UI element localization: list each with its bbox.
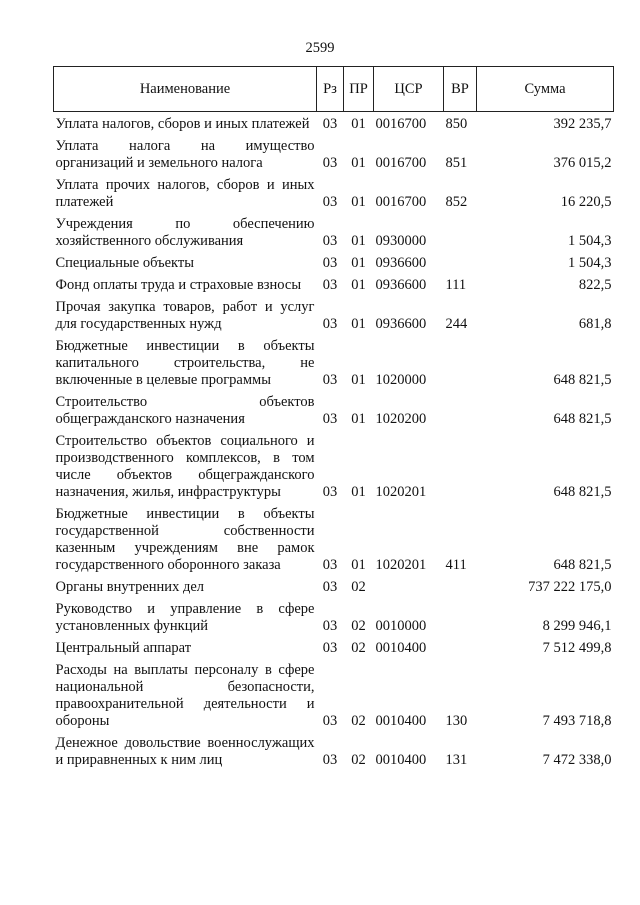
table-row — [54, 658, 614, 731]
cell-rz: 03 — [322, 233, 338, 249]
cell-name: Прочая закупка товаров, работ и услуг для государственных нужд — [55, 299, 315, 332]
cell-sum: 681,8 — [578, 316, 612, 332]
cell-vr — [444, 251, 477, 273]
header-name: Наименование — [54, 67, 317, 112]
table-row — [54, 334, 614, 390]
cell-rz: 03 — [322, 372, 338, 388]
cell-name: Центральный аппарат — [55, 640, 192, 656]
cell-vr — [444, 212, 477, 251]
cell-pr: 01 — [351, 194, 366, 210]
cell-pr: 02 — [351, 752, 366, 768]
table-row — [54, 173, 614, 212]
table-row — [54, 636, 614, 658]
cell-name: Уплата прочих налогов, сборов и иных платежей — [55, 177, 315, 210]
cell-pr: 02 — [351, 713, 366, 729]
table-row — [54, 112, 614, 135]
page-number: 2599 — [305, 40, 335, 56]
cell-csr: 0016700 — [375, 116, 427, 132]
cell-pr: 01 — [351, 372, 366, 388]
table-row — [54, 502, 614, 575]
cell-csr: 0010400 — [375, 752, 427, 768]
cell-pr: 01 — [351, 255, 366, 271]
cell-vr — [444, 429, 477, 502]
cell-vr — [444, 575, 477, 597]
cell-pr: 01 — [351, 484, 366, 500]
cell-sum: 7 512 499,8 — [542, 640, 612, 656]
table-body — [54, 112, 614, 771]
cell-pr: 01 — [351, 155, 366, 171]
cell-sum: 376 015,2 — [553, 155, 612, 171]
cell-csr: 1020000 — [375, 372, 427, 388]
cell-vr: 131 — [445, 752, 468, 768]
cell-pr: 02 — [351, 618, 366, 634]
cell-rz: 03 — [322, 713, 338, 729]
header-csr: ЦСР — [374, 67, 444, 112]
cell-vr: 851 — [445, 155, 468, 171]
cell-csr: 1020201 — [375, 557, 427, 573]
cell-rz: 03 — [322, 579, 338, 595]
cell-name: Расходы на выплаты персоналу в сфере национальной безопасности, правоохранительной деятельности и обороны — [55, 662, 315, 729]
cell-sum: 1 504,3 — [568, 233, 612, 249]
cell-pr: 01 — [351, 557, 366, 573]
cell-pr: 02 — [351, 579, 366, 595]
table-row — [54, 273, 614, 295]
cell-vr: 244 — [445, 316, 468, 332]
cell-pr: 01 — [351, 277, 366, 293]
cell-name: Фонд оплаты труда и страховые взносы — [55, 277, 302, 293]
cell-rz: 03 — [322, 116, 338, 132]
table-row — [54, 251, 614, 273]
cell-pr: 01 — [351, 116, 366, 132]
cell-rz: 03 — [322, 557, 338, 573]
cell-sum: 737 222 175,0 — [528, 579, 612, 595]
cell-csr — [374, 575, 444, 597]
cell-rz: 03 — [322, 255, 338, 271]
cell-name: Специальные объекты — [55, 255, 194, 271]
header-pr: ПР — [344, 67, 374, 112]
cell-csr: 0936600 — [375, 277, 427, 293]
cell-rz: 03 — [322, 277, 338, 293]
cell-pr: 01 — [351, 233, 366, 249]
cell-sum: 16 220,5 — [560, 194, 612, 210]
cell-vr — [444, 334, 477, 390]
table-row — [54, 390, 614, 429]
cell-sum: 648 821,5 — [553, 372, 612, 388]
cell-vr: 852 — [445, 194, 468, 210]
cell-rz: 03 — [322, 752, 338, 768]
table-row — [54, 429, 614, 502]
cell-csr: 0010400 — [375, 640, 427, 656]
cell-rz: 03 — [322, 411, 338, 427]
cell-rz: 03 — [322, 194, 338, 210]
header-rz: Рз — [317, 67, 344, 112]
cell-vr: 111 — [445, 277, 467, 293]
table-row — [54, 295, 614, 334]
table-row — [54, 731, 614, 770]
cell-csr: 0016700 — [375, 194, 427, 210]
header-sum: Сумма — [477, 67, 614, 112]
cell-sum: 8 299 946,1 — [542, 618, 612, 634]
cell-vr — [444, 597, 477, 636]
cell-vr — [444, 636, 477, 658]
cell-csr: 1020201 — [375, 484, 427, 500]
cell-vr — [444, 390, 477, 429]
cell-pr: 01 — [351, 316, 366, 332]
cell-name: Руководство и управление в сфере установленных функций — [55, 601, 315, 634]
cell-rz: 03 — [322, 618, 338, 634]
cell-name: Бюджетные инвестиции в объекты государственной собственности казенным учреждениям вне рамок государственного оборонного заказа — [55, 506, 315, 573]
table-row — [54, 575, 614, 597]
cell-sum: 648 821,5 — [553, 484, 612, 500]
cell-pr: 01 — [351, 411, 366, 427]
cell-vr: 130 — [445, 713, 468, 729]
cell-name: Уплата налогов, сборов и иных платежей — [55, 116, 310, 132]
table-row — [54, 134, 614, 173]
cell-rz: 03 — [322, 155, 338, 171]
cell-rz: 03 — [322, 640, 338, 656]
cell-csr: 0010400 — [375, 713, 427, 729]
table-row — [54, 212, 614, 251]
cell-sum: 392 235,7 — [553, 116, 612, 132]
budget-table — [53, 66, 614, 770]
cell-sum: 648 821,5 — [553, 557, 612, 573]
table-header — [54, 67, 614, 112]
cell-csr: 0930000 — [375, 233, 427, 249]
cell-name: Денежное довольствие военнослужащих и приравненных к ним лиц — [55, 735, 315, 768]
cell-rz: 03 — [322, 316, 338, 332]
cell-csr: 0936600 — [375, 255, 427, 271]
header-vr: ВР — [444, 67, 477, 112]
table-row — [54, 597, 614, 636]
cell-vr: 411 — [445, 557, 467, 573]
cell-name: Уплата налога на имущество организаций и земельного налога — [55, 138, 315, 171]
cell-sum: 648 821,5 — [553, 411, 612, 427]
cell-csr: 1020200 — [375, 411, 427, 427]
cell-sum: 7 472 338,0 — [542, 752, 612, 768]
cell-name: Учреждения по обеспечению хозяйственного обслуживания — [55, 216, 315, 249]
cell-vr: 850 — [445, 116, 468, 132]
cell-pr: 02 — [351, 640, 366, 656]
cell-name: Строительство объектов социального и производственного комплексов, в том числе объектов общегражданского назначения, жилья, инфраструктуры — [55, 433, 315, 500]
cell-sum: 1 504,3 — [568, 255, 612, 271]
cell-name: Органы внутренних дел — [55, 579, 204, 595]
cell-name: Строительство объектов общегражданского назначения — [55, 394, 315, 427]
cell-rz: 03 — [322, 484, 338, 500]
cell-sum: 7 493 718,8 — [542, 713, 612, 729]
cell-csr: 0016700 — [375, 155, 427, 171]
cell-sum: 822,5 — [578, 277, 612, 293]
cell-name: Бюджетные инвестиции в объекты капитального строительства, не включенные в целевые программы — [55, 338, 315, 388]
cell-csr: 0936600 — [375, 316, 427, 332]
cell-csr: 0010000 — [375, 618, 427, 634]
